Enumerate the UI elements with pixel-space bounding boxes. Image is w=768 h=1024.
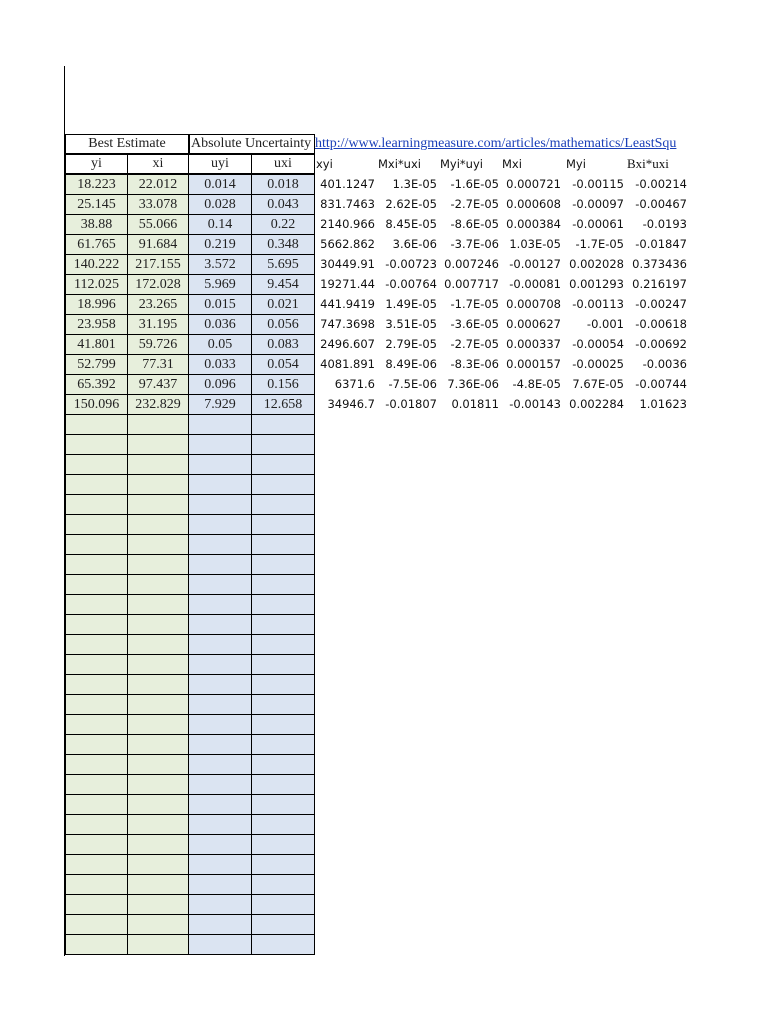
cell-yi[interactable]: [65, 514, 128, 535]
cell-xi[interactable]: 217.155: [127, 254, 189, 275]
cell-uxi[interactable]: [251, 474, 315, 495]
cell-yi[interactable]: 18.223: [65, 174, 128, 195]
cell-uyi[interactable]: 0.219: [188, 234, 252, 255]
cell-myi[interactable]: 0.002284: [569, 397, 624, 411]
cell-mxi[interactable]: -0.00143: [509, 397, 561, 411]
cell-myi[interactable]: -0.00061: [572, 217, 624, 231]
cell-yi[interactable]: [65, 814, 128, 835]
cell-mxi-uxi[interactable]: 3.51E-05: [385, 317, 437, 331]
cell-mxi[interactable]: 1.03E-05: [509, 237, 561, 251]
cell-uyi[interactable]: [188, 494, 252, 515]
cell-bxi-uxi[interactable]: -0.00744: [635, 377, 687, 391]
cell-uxi[interactable]: [251, 894, 315, 915]
cell-uxi[interactable]: 9.454: [251, 274, 315, 295]
cell-uxi[interactable]: 0.348: [251, 234, 315, 255]
cell-uyi[interactable]: [188, 574, 252, 595]
cell-mxi[interactable]: -4.8E-05: [512, 377, 561, 391]
cell-uyi[interactable]: [188, 914, 252, 935]
cell-uyi[interactable]: [188, 554, 252, 575]
cell-yi[interactable]: 41.801: [65, 334, 128, 355]
cell-uxi[interactable]: [251, 714, 315, 735]
cell-xyi[interactable]: 6371.6: [334, 377, 375, 391]
cell-yi[interactable]: [65, 794, 128, 815]
cell-uyi[interactable]: 3.572: [188, 254, 252, 275]
cell-uyi[interactable]: [188, 474, 252, 495]
cell-uyi[interactable]: [188, 694, 252, 715]
cell-mxi-uxi[interactable]: 1.3E-05: [392, 177, 437, 191]
cell-uxi[interactable]: 0.083: [251, 334, 315, 355]
cell-xyi[interactable]: 30449.91: [320, 257, 375, 271]
cell-xi[interactable]: [127, 754, 189, 775]
cell-uyi[interactable]: [188, 854, 252, 875]
cell-yi[interactable]: 25.145: [65, 194, 128, 215]
cell-xi[interactable]: [127, 894, 189, 915]
cell-myi[interactable]: -0.00025: [572, 357, 624, 371]
cell-mxi-uxi[interactable]: -7.5E-06: [388, 377, 437, 391]
cell-mxi-uxi[interactable]: 3.6E-06: [392, 237, 437, 251]
cell-yi[interactable]: [65, 834, 128, 855]
cell-xyi[interactable]: 2140.966: [320, 217, 375, 231]
col-header-myi-uyi: Myi*uyi: [440, 157, 483, 171]
cell-myi[interactable]: -0.00113: [572, 297, 624, 311]
cell-yi[interactable]: [65, 454, 128, 475]
cell-xi[interactable]: [127, 434, 189, 455]
cell-uxi[interactable]: [251, 414, 315, 435]
cell-xyi[interactable]: 34946.7: [327, 397, 375, 411]
cell-yi[interactable]: [65, 694, 128, 715]
cell-uxi[interactable]: [251, 734, 315, 755]
cell-mxi-uxi[interactable]: -0.00723: [385, 257, 437, 271]
cell-uxi[interactable]: [251, 534, 315, 555]
cell-yi[interactable]: [65, 494, 128, 515]
cell-uxi[interactable]: [251, 554, 315, 575]
col-header-mxi-uxi: Mxi*uxi: [378, 157, 421, 171]
cell-uyi[interactable]: [188, 434, 252, 455]
cell-uyi[interactable]: [188, 714, 252, 735]
cell-mxi-uxi[interactable]: 2.62E-05: [385, 197, 437, 211]
cell-uyi[interactable]: 0.14: [188, 214, 252, 235]
cell-uxi[interactable]: [251, 654, 315, 675]
cell-uxi[interactable]: 0.043: [251, 194, 315, 215]
cell-xi[interactable]: [127, 934, 189, 955]
cell-bxi-uxi[interactable]: -0.00214: [635, 177, 687, 191]
cell-uxi[interactable]: 0.156: [251, 374, 315, 395]
cell-xi[interactable]: [127, 714, 189, 735]
cell-myi-uyi[interactable]: -8.3E-06: [450, 357, 499, 371]
cell-xi[interactable]: [127, 574, 189, 595]
cell-myi[interactable]: 7.67E-05: [572, 377, 624, 391]
cell-uxi[interactable]: [251, 874, 315, 895]
col-header-mxi: Mxi: [502, 157, 522, 171]
col-header-yi: yi: [65, 154, 128, 174]
cell-uyi[interactable]: [188, 614, 252, 635]
cell-uxi[interactable]: 5.695: [251, 254, 315, 275]
cell-xyi[interactable]: 2496.607: [320, 337, 375, 351]
col-header-xyi: xyi: [316, 157, 333, 171]
cell-uyi[interactable]: [188, 934, 252, 955]
cell-xi[interactable]: 97.437: [127, 374, 189, 395]
cell-xyi[interactable]: 5662.862: [320, 237, 375, 251]
cell-uxi[interactable]: [251, 694, 315, 715]
cell-bxi-uxi[interactable]: -0.00692: [635, 337, 687, 351]
cell-uyi[interactable]: [188, 774, 252, 795]
cell-mxi[interactable]: -0.00081: [509, 277, 561, 291]
cell-uxi[interactable]: [251, 774, 315, 795]
cell-uxi[interactable]: 12.658: [251, 394, 315, 415]
cell-uxi[interactable]: [251, 574, 315, 595]
cell-xi[interactable]: [127, 614, 189, 635]
cell-myi-uyi[interactable]: -1.6E-05: [450, 177, 499, 191]
cell-xi[interactable]: [127, 834, 189, 855]
cell-uxi[interactable]: [251, 914, 315, 935]
cell-mxi-uxi[interactable]: 8.49E-06: [385, 357, 437, 371]
cell-xi[interactable]: [127, 914, 189, 935]
cell-mxi-uxi[interactable]: 8.45E-05: [385, 217, 437, 231]
cell-myi-uyi[interactable]: 0.007246: [444, 257, 499, 271]
cell-uyi[interactable]: 0.096: [188, 374, 252, 395]
cell-xi[interactable]: [127, 414, 189, 435]
cell-uyi[interactable]: 0.014: [188, 174, 252, 195]
cell-xi[interactable]: [127, 814, 189, 835]
cell-myi[interactable]: -0.00054: [572, 337, 624, 351]
cell-mxi[interactable]: 0.000627: [506, 317, 561, 331]
cell-yi[interactable]: [65, 534, 128, 555]
cell-uyi[interactable]: 0.015: [188, 294, 252, 315]
cell-uxi[interactable]: 0.018: [251, 174, 315, 195]
cell-uxi[interactable]: [251, 854, 315, 875]
cell-myi-uyi[interactable]: -8.6E-05: [450, 217, 499, 231]
cell-uyi[interactable]: 0.028: [188, 194, 252, 215]
cell-uyi[interactable]: [188, 734, 252, 755]
cell-yi[interactable]: 150.096: [65, 394, 128, 415]
cell-mxi[interactable]: 0.000157: [506, 357, 561, 371]
cell-uyi[interactable]: [188, 674, 252, 695]
cell-yi[interactable]: 65.392: [65, 374, 128, 395]
cell-yi[interactable]: 61.765: [65, 234, 128, 255]
cell-uxi[interactable]: 0.056: [251, 314, 315, 335]
cell-xi[interactable]: [127, 874, 189, 895]
col-header-xi: xi: [127, 154, 189, 174]
cell-xyi[interactable]: 747.3698: [320, 317, 375, 331]
cell-myi[interactable]: -0.001: [586, 317, 624, 331]
cell-xi[interactable]: [127, 554, 189, 575]
cell-yi[interactable]: [65, 774, 128, 795]
cell-uxi[interactable]: 0.22: [251, 214, 315, 235]
cell-uxi[interactable]: [251, 434, 315, 455]
cell-bxi-uxi[interactable]: -0.00618: [635, 317, 687, 331]
cell-bxi-uxi[interactable]: 0.373436: [632, 257, 687, 271]
cell-uxi[interactable]: [251, 634, 315, 655]
cell-uyi[interactable]: [188, 514, 252, 535]
col-header-myi: Myi: [566, 157, 586, 171]
cell-xyi[interactable]: 831.7463: [320, 197, 375, 211]
cell-xi[interactable]: 31.195: [127, 314, 189, 335]
cell-uxi[interactable]: [251, 614, 315, 635]
cell-uyi[interactable]: 0.05: [188, 334, 252, 355]
cell-uxi[interactable]: [251, 674, 315, 695]
cell-mxi-uxi[interactable]: 2.79E-05: [385, 337, 437, 351]
cell-uyi[interactable]: [188, 754, 252, 775]
cell-uyi[interactable]: [188, 594, 252, 615]
cell-uxi[interactable]: [251, 794, 315, 815]
cell-yi[interactable]: [65, 654, 128, 675]
cell-bxi-uxi[interactable]: -0.00467: [635, 197, 687, 211]
cell-uxi[interactable]: 0.054: [251, 354, 315, 375]
cell-yi[interactable]: [65, 614, 128, 635]
cell-xi[interactable]: [127, 514, 189, 535]
cell-xi[interactable]: [127, 634, 189, 655]
cell-xi[interactable]: 23.265: [127, 294, 189, 315]
absolute-uncertainty-header: Absolute Uncertainty: [189, 134, 315, 154]
cell-yi[interactable]: [65, 734, 128, 755]
cell-uyi[interactable]: [188, 874, 252, 895]
cell-uyi[interactable]: [188, 794, 252, 815]
cell-yi[interactable]: [65, 594, 128, 615]
cell-xyi[interactable]: 441.9419: [320, 297, 375, 311]
cell-uxi[interactable]: 0.021: [251, 294, 315, 315]
cell-yi[interactable]: 112.025: [65, 274, 128, 295]
cell-uxi[interactable]: [251, 834, 315, 855]
cell-yi[interactable]: 18.996: [65, 294, 128, 315]
cell-bxi-uxi[interactable]: -0.01847: [635, 237, 687, 251]
cell-bxi-uxi[interactable]: 1.01623: [639, 397, 687, 411]
cell-xyi[interactable]: 19271.44: [320, 277, 375, 291]
cell-uxi[interactable]: [251, 814, 315, 835]
cell-yi[interactable]: 23.958: [65, 314, 128, 335]
cell-yi[interactable]: [65, 554, 128, 575]
cell-yi[interactable]: [65, 894, 128, 915]
cell-xi[interactable]: [127, 734, 189, 755]
cell-yi[interactable]: [65, 674, 128, 695]
cell-xi[interactable]: 172.028: [127, 274, 189, 295]
cell-uyi[interactable]: [188, 654, 252, 675]
cell-xi[interactable]: [127, 674, 189, 695]
cell-mxi[interactable]: 0.000708: [506, 297, 561, 311]
cell-mxi[interactable]: 0.000608: [506, 197, 561, 211]
cell-uyi[interactable]: [188, 454, 252, 475]
cell-uxi[interactable]: [251, 454, 315, 475]
cell-myi-uyi[interactable]: 7.36E-06: [447, 377, 499, 391]
cell-bxi-uxi[interactable]: -0.0036: [642, 357, 687, 371]
cell-myi[interactable]: -0.00097: [572, 197, 624, 211]
cell-xi[interactable]: 33.078: [127, 194, 189, 215]
cell-myi-uyi[interactable]: -3.6E-05: [450, 317, 499, 331]
cell-myi[interactable]: 0.002028: [569, 257, 624, 271]
cell-xi[interactable]: [127, 454, 189, 475]
cell-uyi[interactable]: [188, 834, 252, 855]
cell-myi[interactable]: -0.00115: [572, 177, 624, 191]
cell-yi[interactable]: [65, 634, 128, 655]
cell-xi[interactable]: 55.066: [127, 214, 189, 235]
cell-xi[interactable]: 91.684: [127, 234, 189, 255]
cell-xi[interactable]: [127, 654, 189, 675]
cell-yi[interactable]: [65, 574, 128, 595]
cell-xi[interactable]: 77.31: [127, 354, 189, 375]
cell-xyi[interactable]: 401.1247: [320, 177, 375, 191]
cell-yi[interactable]: [65, 434, 128, 455]
best-estimate-header: Best Estimate: [65, 134, 189, 154]
cell-bxi-uxi[interactable]: -0.0193: [642, 217, 687, 231]
cell-bxi-uxi[interactable]: -0.00247: [635, 297, 687, 311]
cell-mxi-uxi[interactable]: -0.00764: [385, 277, 437, 291]
cell-uyi[interactable]: [188, 814, 252, 835]
cell-mxi-uxi[interactable]: 1.49E-05: [385, 297, 437, 311]
cell-myi-uyi[interactable]: -1.7E-05: [450, 297, 499, 311]
cell-yi[interactable]: [65, 714, 128, 735]
cell-uyi[interactable]: [188, 634, 252, 655]
cell-uyi[interactable]: 0.033: [188, 354, 252, 375]
cell-yi[interactable]: [65, 414, 128, 435]
cell-myi[interactable]: -1.7E-05: [575, 237, 624, 251]
cell-uyi[interactable]: [188, 534, 252, 555]
cell-xi[interactable]: [127, 774, 189, 795]
cell-xi[interactable]: [127, 694, 189, 715]
cell-yi[interactable]: [65, 754, 128, 775]
cell-xi[interactable]: 22.012: [127, 174, 189, 195]
cell-xi[interactable]: [127, 494, 189, 515]
cell-myi-uyi[interactable]: -2.7E-05: [450, 197, 499, 211]
cell-yi[interactable]: [65, 934, 128, 955]
cell-myi[interactable]: 0.001293: [569, 277, 624, 291]
cell-mxi[interactable]: -0.00127: [509, 257, 561, 271]
cell-mxi[interactable]: 0.000337: [506, 337, 561, 351]
cell-xi[interactable]: [127, 594, 189, 615]
cell-yi[interactable]: 38.88: [65, 214, 128, 235]
cell-yi[interactable]: [65, 914, 128, 935]
cell-uxi[interactable]: [251, 754, 315, 775]
cell-mxi[interactable]: 0.000384: [506, 217, 561, 231]
cell-yi[interactable]: 52.799: [65, 354, 128, 375]
cell-uyi[interactable]: 7.929: [188, 394, 252, 415]
cell-myi-uyi[interactable]: 0.01811: [451, 397, 499, 411]
cell-xi[interactable]: [127, 854, 189, 875]
cell-yi[interactable]: [65, 854, 128, 875]
cell-uyi[interactable]: [188, 894, 252, 915]
cell-xyi[interactable]: 4081.891: [320, 357, 375, 371]
cell-uyi[interactable]: 0.036: [188, 314, 252, 335]
cell-bxi-uxi[interactable]: 0.216197: [632, 277, 687, 291]
col-header-uxi: uxi: [251, 154, 315, 174]
cell-xi[interactable]: [127, 474, 189, 495]
cell-uyi[interactable]: 5.969: [188, 274, 252, 295]
reference-link[interactable]: http://www.learningmeasure.com/articles/mathematics/LeastSqu: [315, 136, 677, 151]
cell-myi-uyi[interactable]: 0.007717: [444, 277, 499, 291]
cell-mxi-uxi[interactable]: -0.01807: [385, 397, 437, 411]
cell-uyi[interactable]: [188, 414, 252, 435]
cell-xi[interactable]: [127, 794, 189, 815]
cell-uxi[interactable]: [251, 934, 315, 955]
cell-yi[interactable]: [65, 874, 128, 895]
col-header-uyi: uyi: [188, 154, 252, 174]
cell-uxi[interactable]: [251, 494, 315, 515]
cell-yi[interactable]: 140.222: [65, 254, 128, 275]
cell-mxi[interactable]: 0.000721: [506, 177, 561, 191]
cell-uxi[interactable]: [251, 514, 315, 535]
cell-xi[interactable]: 59.726: [127, 334, 189, 355]
cell-uxi[interactable]: [251, 594, 315, 615]
cell-xi[interactable]: 232.829: [127, 394, 189, 415]
col-header-bxi-uxi: Bxi*uxi: [627, 156, 669, 171]
cell-myi-uyi[interactable]: -2.7E-05: [450, 337, 499, 351]
cell-myi-uyi[interactable]: -3.7E-06: [450, 237, 499, 251]
cell-yi[interactable]: [65, 474, 128, 495]
cell-xi[interactable]: [127, 534, 189, 555]
